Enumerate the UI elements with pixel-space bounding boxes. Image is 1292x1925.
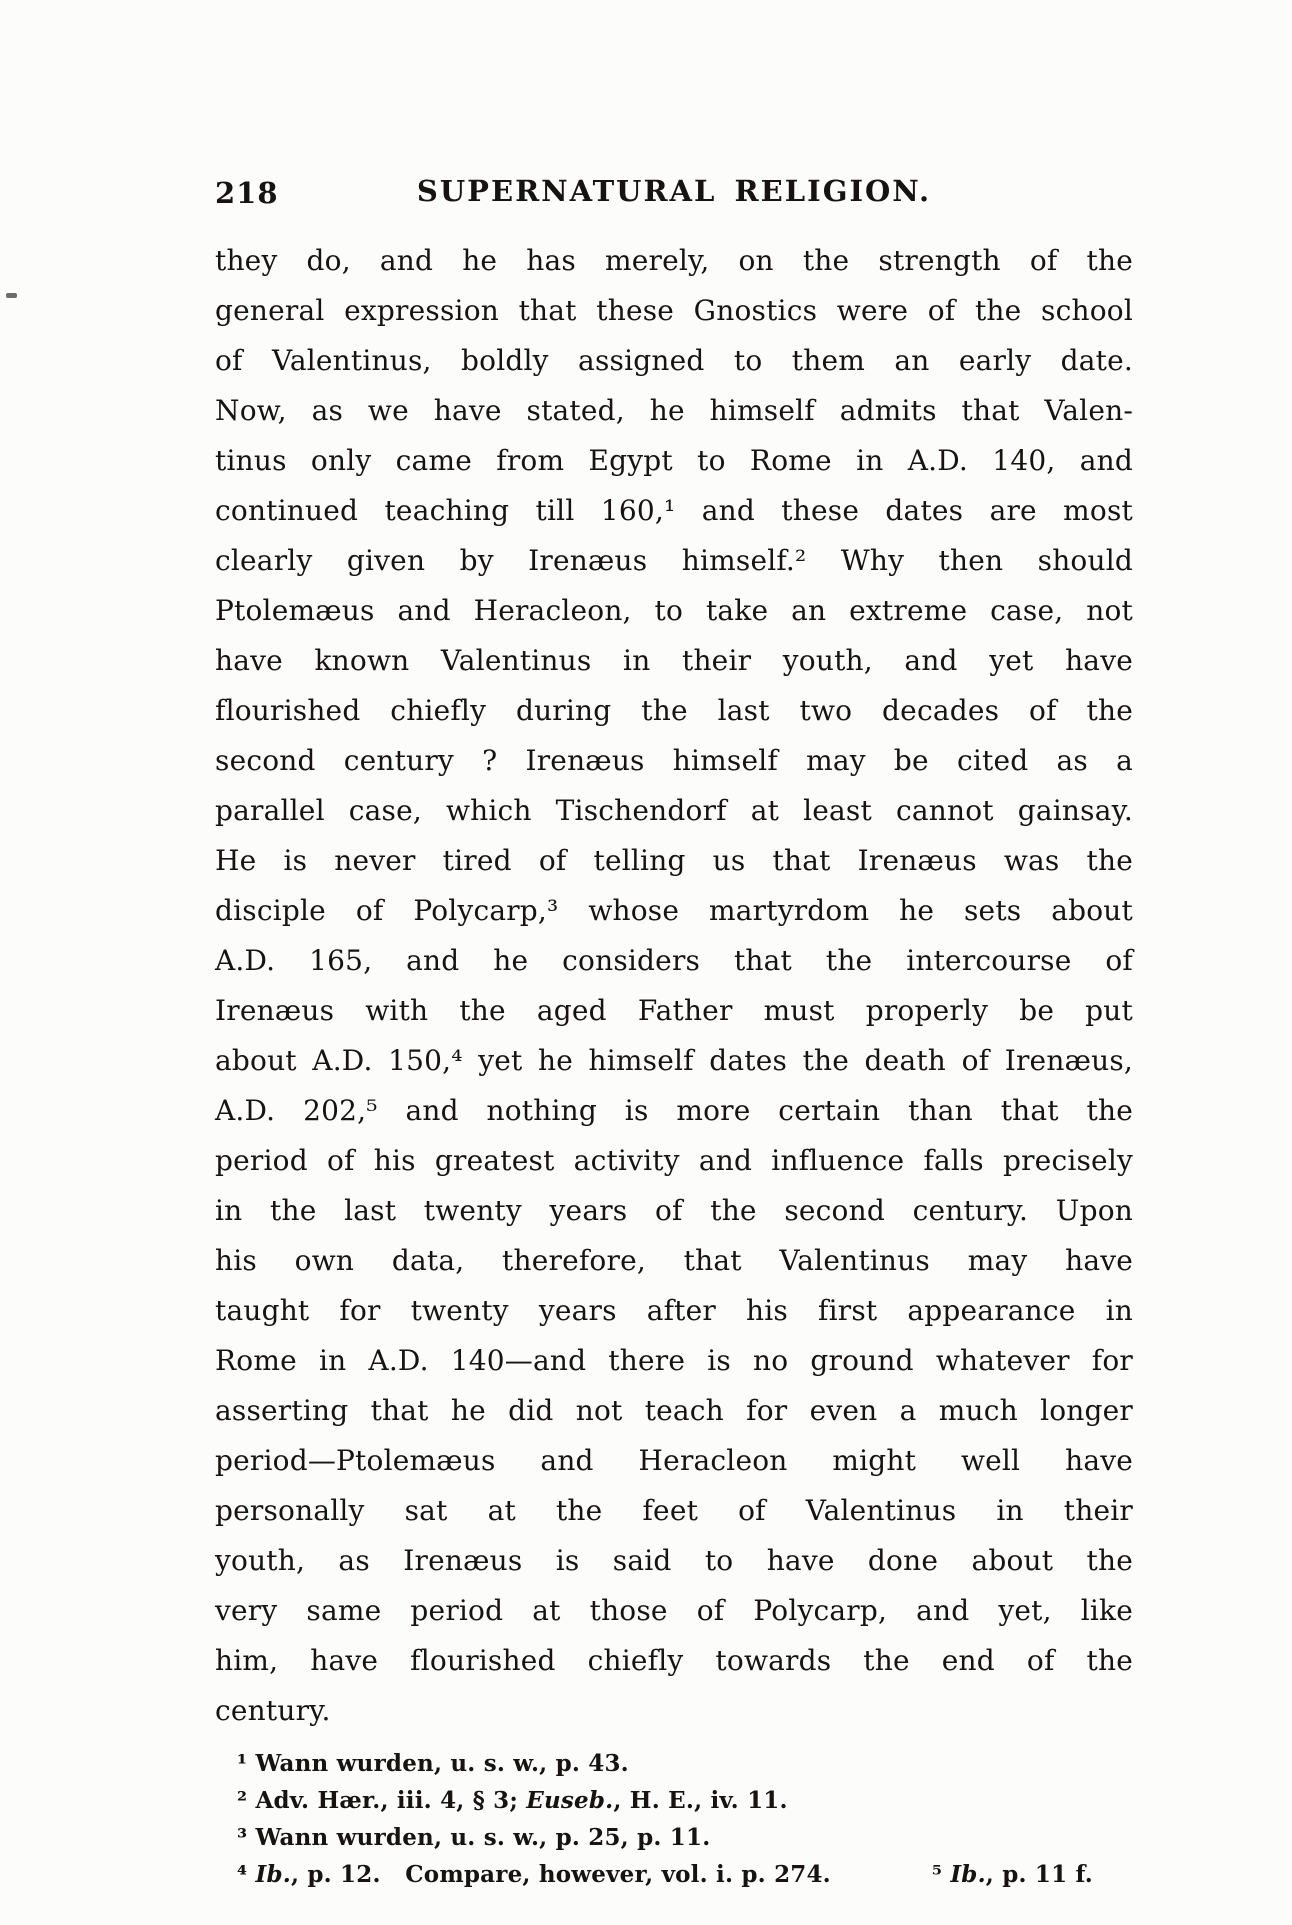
footnotes	[237, 1745, 1093, 1893]
text-line: youth, as Irenæus is said to have done about the	[215, 1544, 1133, 1577]
footnote-5	[932, 1856, 1093, 1893]
footnote-2-text: ² Adv. Hær., iii. 4, § 3;	[237, 1787, 527, 1814]
text-line: Irenæus with the aged Father must properly be put	[215, 994, 1133, 1027]
text-line: A.D. 165, and he considers that the intercourse of	[215, 944, 1133, 977]
text-line: period of his greatest activity and influence falls precisely	[215, 1144, 1133, 1177]
text-line: his own data, therefore, that Valentinus may have	[215, 1244, 1133, 1277]
footnote-5-marker: ⁵	[931, 1861, 951, 1888]
page-number: 218	[215, 176, 279, 210]
text-line: of Valentinus, boldly assigned to them an early date.	[215, 344, 1133, 377]
text-line: clearly given by Irenæus himself.² Why then should	[215, 544, 1133, 577]
text-line: they do, and he has merely, on the strength of the	[215, 244, 1133, 277]
text-line: Now, as we have stated, he himself admits that Valen-	[215, 394, 1133, 427]
text-line: general expression that these Gnostics were of the school	[215, 294, 1133, 327]
text-line: parallel case, which Tischendorf at least cannot gainsay.	[215, 794, 1133, 827]
footnote-row-4-5	[237, 1856, 1093, 1893]
footnote-3: ³ Wann wurden, u. s. w., p. 25, p. 11.	[237, 1824, 711, 1851]
text-line: taught for twenty years after his first appearance in	[215, 1294, 1133, 1327]
text-line: personally sat at the feet of Valentinus in their	[215, 1494, 1133, 1527]
text-line: century.	[215, 1694, 331, 1727]
footnote-5-italic: Ib.	[950, 1861, 986, 1888]
footnote-4-italic: Ib.	[255, 1861, 291, 1888]
text-line: flourished chiefly during the last two decades of the	[215, 694, 1133, 727]
footnote-2-italic: Euseb.	[526, 1787, 614, 1814]
text-line: second century ? Irenæus himself may be cited as a	[215, 744, 1133, 777]
text-line: very same period at those of Polycarp, and yet, like	[215, 1594, 1133, 1627]
text-line: tinus only came from Egypt to Rome in A.D. 140, and	[215, 444, 1133, 477]
text-line: He is never tired of telling us that Irenæus was the	[215, 844, 1133, 877]
footnote-1: ¹ Wann wurden, u. s. w., p. 43.	[237, 1750, 629, 1777]
text-line: continued teaching till 160,¹ and these dates are most	[215, 494, 1133, 527]
running-title: SUPERNATURAL RELIGION.	[416, 174, 932, 208]
text-line: asserting that he did not teach for even a much longer	[215, 1394, 1133, 1427]
footnote-4-text: , p. 12. Compare, however, vol. i. p. 274.	[290, 1861, 831, 1888]
scan-artifact-mark	[6, 293, 17, 298]
text-line: about A.D. 150,⁴ yet he himself dates the death of Irenæus,	[215, 1044, 1133, 1077]
text-line: Ptolemæus and Heracleon, to take an extreme case, not	[215, 594, 1133, 627]
footnote-2	[237, 1782, 1093, 1819]
text-line: period—Ptolemæus and Heracleon might well have	[215, 1444, 1133, 1477]
body-text	[215, 236, 1133, 1736]
text-line: in the last twenty years of the second century. Upon	[215, 1194, 1133, 1227]
text-line: him, have flourished chiefly towards the end of the	[215, 1644, 1133, 1677]
text-line: Rome in A.D. 140—and there is no ground whatever for	[215, 1344, 1133, 1377]
text-line: A.D. 202,⁵ and nothing is more certain than that the	[215, 1094, 1133, 1127]
footnote-4	[237, 1856, 831, 1893]
footnote-4-marker: ⁴	[237, 1861, 256, 1888]
page-header	[215, 174, 1133, 214]
text-line: disciple of Polycarp,³ whose martyrdom he sets about	[215, 894, 1133, 927]
footnote-5-text: , p. 11 f.	[985, 1861, 1093, 1888]
footnote-2-text: , H. E., iv. 11.	[613, 1787, 788, 1814]
text-line: have known Valentinus in their youth, and yet have	[215, 644, 1133, 677]
